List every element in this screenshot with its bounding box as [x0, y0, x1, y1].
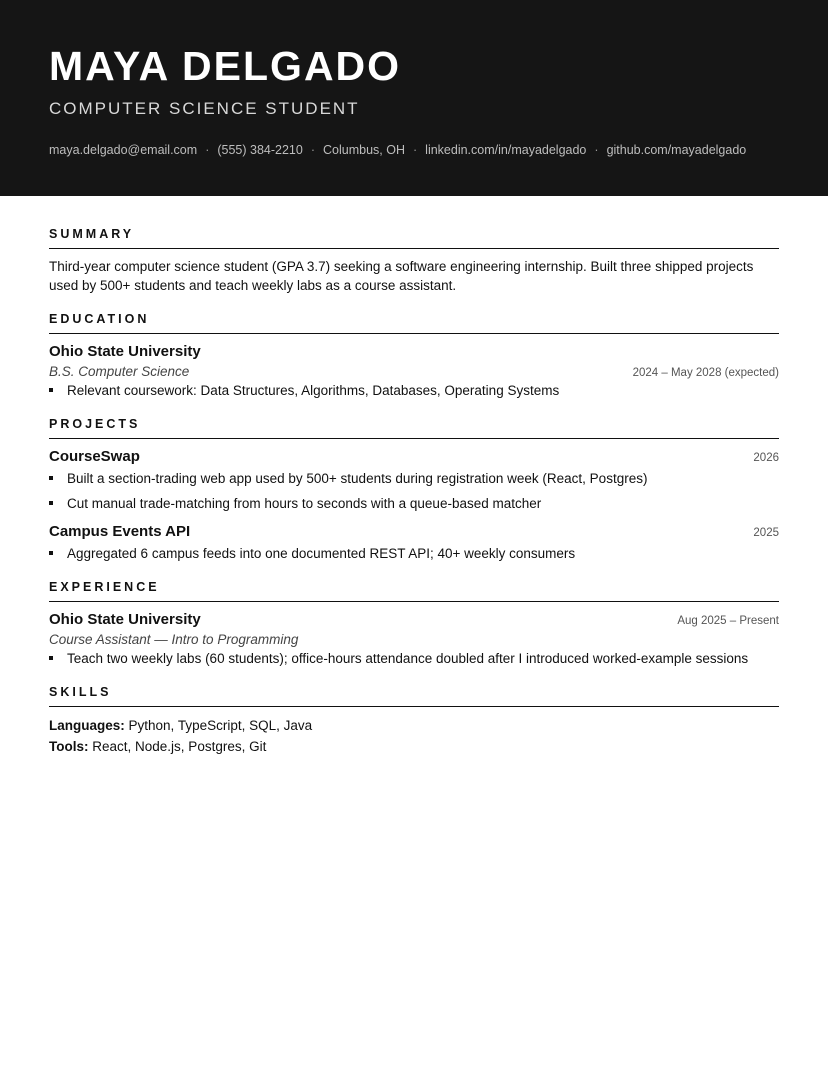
education-school: Ohio State University: [49, 343, 201, 360]
contact-separator: ·: [205, 143, 210, 157]
project-bullets: [49, 469, 779, 513]
project-head: [49, 522, 779, 542]
project-name: Campus Events API: [49, 523, 191, 540]
contact-separator: ·: [310, 143, 316, 157]
contact-separator: ·: [413, 143, 418, 157]
contact-location: Columbus, OH: [323, 143, 405, 157]
skills-languages: [49, 715, 779, 736]
contact-linkedin: linkedin.com/in/mayadelgado: [425, 143, 587, 157]
experience-org: Ohio State University: [49, 611, 201, 628]
contact-line: [49, 142, 779, 158]
education-bullets: [49, 381, 779, 400]
bullet-text: Aggregated 6 campus feeds into one documented REST API; 40+ weekly consumers: [67, 546, 576, 561]
summary-section: [49, 226, 779, 295]
project-entry: [49, 447, 779, 513]
list-item: [49, 381, 779, 400]
bullet-text: Relevant coursework: Data Structures, Algorithms, Databases, Operating Systems: [67, 383, 560, 398]
education-entry-head: [49, 342, 779, 362]
contact-phone: (555) 384-2210: [217, 143, 303, 157]
contact-github: github.com/mayadelgado: [606, 143, 747, 157]
skills-languages-value: Python, TypeScript, SQL, Java: [128, 718, 313, 733]
bullet-text: Teach two weekly labs (60 students); office-hours attendance doubled after I introduced worked-example sessions: [67, 651, 749, 666]
list-item: [49, 544, 779, 563]
resume-header: [0, 0, 828, 196]
project-date: 2025: [753, 527, 779, 539]
projects-section: [49, 416, 779, 563]
bullet-marker: [49, 656, 53, 660]
experience-position: Course Assistant — Intro to Programming: [49, 632, 299, 647]
experience-section: [49, 579, 779, 668]
skills-languages-label: Languages:: [49, 718, 125, 733]
candidate-role: COMPUTER SCIENCE STUDENT: [49, 99, 360, 118]
project-head: [49, 447, 779, 467]
experience-dates: Aug 2025 – Present: [677, 615, 779, 627]
education-degree: B.S. Computer Science: [49, 364, 190, 379]
section-title-projects: PROJECTS: [49, 416, 779, 439]
bullet-marker: [49, 551, 53, 555]
candidate-name: MAYA DELGADO: [49, 43, 402, 89]
bullet-marker: [49, 388, 53, 392]
education-degree-row: [49, 362, 779, 381]
list-item: [49, 494, 779, 513]
experience-bullets: [49, 649, 779, 668]
bullet-marker: [49, 501, 53, 505]
project-bullets: [49, 544, 779, 563]
bullet-marker: [49, 476, 53, 480]
section-title-summary: SUMMARY: [49, 226, 779, 249]
project-date: 2026: [753, 452, 779, 464]
section-title-skills: SKILLS: [49, 684, 779, 707]
education-section: [49, 311, 779, 400]
project-name: CourseSwap: [49, 448, 140, 465]
experience-head: [49, 610, 779, 630]
skills-tools-label: Tools:: [49, 739, 89, 754]
bullet-text: Cut manual trade-matching from hours to seconds with a queue-based matcher: [67, 496, 542, 511]
skills-tools-value: React, Node.js, Postgres, Git: [92, 739, 267, 754]
education-dates: 2024 – May 2028 (expected): [632, 367, 779, 379]
project-entry: [49, 522, 779, 563]
contact-separator: ·: [594, 143, 599, 157]
contact-email: maya.delgado@email.com: [49, 143, 198, 157]
bullet-text: Built a section-trading web app used by 500+ students during registration week (React, Postgres): [67, 471, 648, 486]
list-item: [49, 649, 779, 668]
skills-tools: [49, 736, 779, 757]
section-title-experience: EXPERIENCE: [49, 579, 779, 602]
section-title-education: EDUCATION: [49, 311, 779, 334]
list-item: [49, 469, 779, 488]
summary-text: Third-year computer science student (GPA 3.7) seeking a software engineering internship. Built three shipped projects used by 500+ students and teach weekly labs as a course assistant.: [49, 259, 754, 293]
skills-section: [49, 684, 779, 757]
resume-body: [0, 196, 828, 757]
